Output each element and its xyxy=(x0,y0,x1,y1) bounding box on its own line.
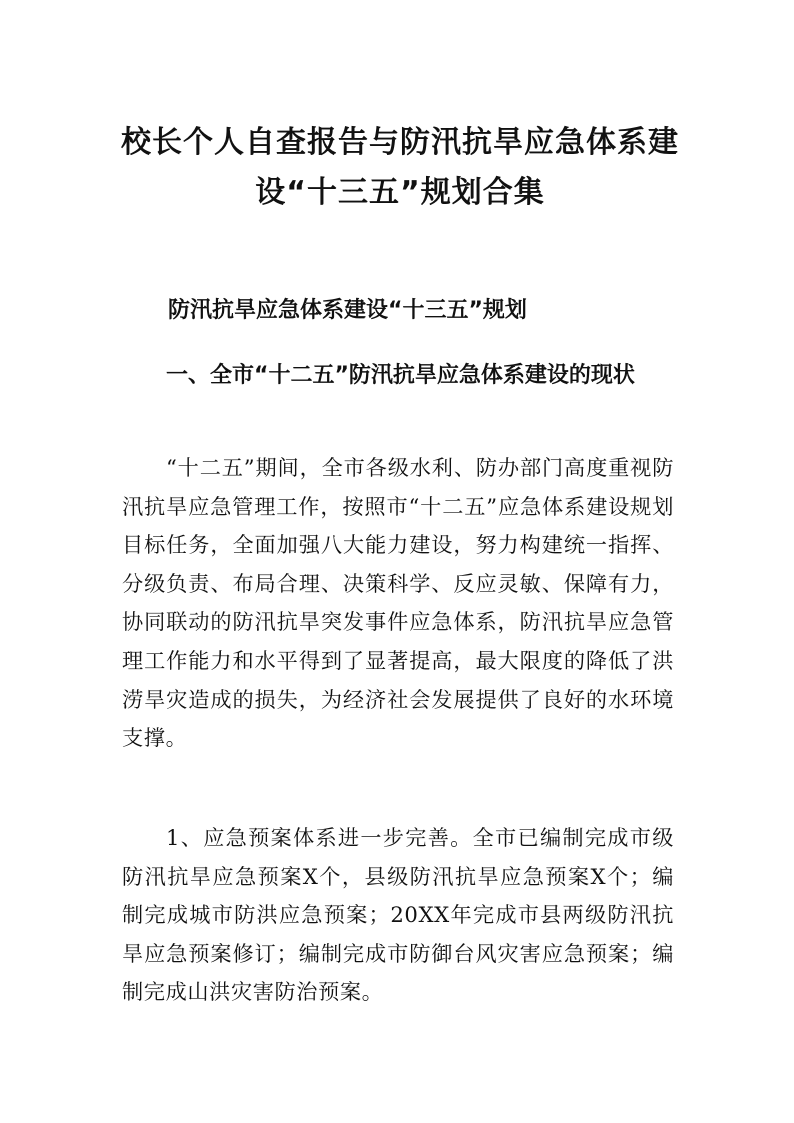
document-title: 校长个人自查报告与防汛抗旱应急体系建设“十三五”规划合集 xyxy=(121,125,679,210)
heading-1: 一、全市“十二五”防汛抗旱应急体系建设的现状 xyxy=(166,363,635,388)
paragraph-2: 1、应急预案体系进一步完善。全市已编制完成市级防汛抗旱应急预案X个，县级防汛抗旱应急预案X个；编制完成城市防洪应急预案；20XX年完成市县两级防汛抗旱应急预案修订；编制完成市防御台风灾害应急预案；编制完成山洪灾害防治预案。 xyxy=(122,825,674,1005)
paragraph-1: “十二五”期间，全市各级水利、防办部门高度重视防汛抗旱应急管理工作，按照市“十二五”应急体系建设规划目标任务，全面加强八大能力建设，努力构建统一指挥、分级负责、布局合理、决策科学、反应灵敏、保障有力，协同联动的防汛抗旱突发事件应急体系，防汛抗旱应急管理工作能力和水平得到了显著提高，最大限度的降低了洪涝旱灾造成的损失，为经济社会发展提供了良好的水环境支撑。 xyxy=(122,455,674,751)
section-title: 防汛抗旱应急体系建设“十三五”规划 xyxy=(168,298,527,323)
